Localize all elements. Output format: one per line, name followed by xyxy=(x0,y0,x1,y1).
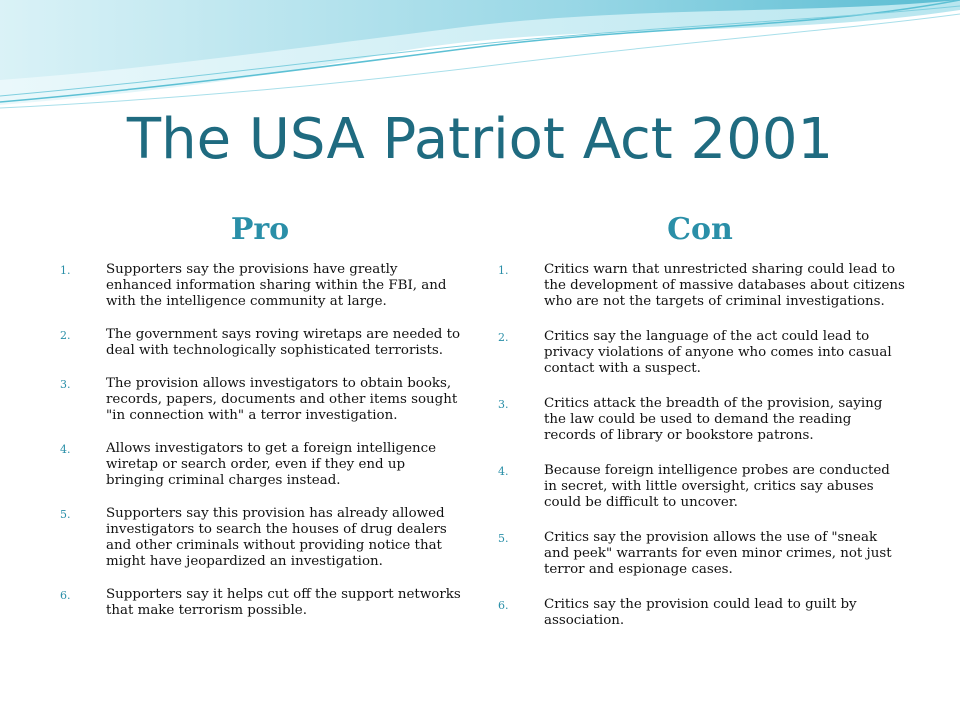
item-text: Critics say the provision allows the use of "sneak and peek" warrants for even minor crimes, not just terror and espionage cases. xyxy=(544,530,892,577)
list-item xyxy=(60,441,466,489)
list-item xyxy=(498,262,906,310)
con-list xyxy=(498,262,906,648)
con-heading: Con xyxy=(667,212,733,247)
item-text: Critics attack the breadth of the provision, saying the law could be used to demand the reading records of library or bookstore patrons. xyxy=(544,396,883,443)
item-number: 5. xyxy=(498,532,509,545)
list-item xyxy=(498,597,906,629)
item-text: Critics say the provision could lead to guilt by association. xyxy=(544,597,857,628)
item-text: Supporters say it helps cut off the support networks that make terrorism possible. xyxy=(106,587,461,618)
item-number: 6. xyxy=(498,599,509,612)
item-text: The provision allows investigators to obtain books, records, papers, documents and other items sought "in connection with" a terror investigation. xyxy=(106,376,458,423)
pro-heading: Pro xyxy=(230,212,290,247)
list-item xyxy=(60,506,466,570)
item-number: 3. xyxy=(498,398,509,411)
item-text: Allows investigators to get a foreign intelligence wiretap or search order, even if they end up bringing criminal charges instead. xyxy=(106,441,437,488)
item-text: Supporters say this provision has already allowed investigators to search the houses of drug dealers and other criminals without providing notice that might have jeopardized an investigation. xyxy=(106,506,447,569)
item-number: 1. xyxy=(498,264,509,277)
slide-title: The USA Patriot Act 2001 xyxy=(126,107,834,172)
item-text: Critics warn that unrestricted sharing could lead to the development of massive databases about citizens who are not the targets of criminal investigations. xyxy=(544,262,905,309)
list-item xyxy=(498,329,906,377)
item-text: Critics say the language of the act could lead to privacy violations of anyone who comes into casual contact with a suspect. xyxy=(544,329,892,376)
list-item xyxy=(60,262,466,310)
list-item xyxy=(498,463,906,511)
list-item xyxy=(498,396,906,444)
list-item xyxy=(60,327,466,359)
item-number: 3. xyxy=(60,378,71,391)
item-number: 5. xyxy=(60,508,71,521)
item-number: 1. xyxy=(60,264,71,277)
item-number: 4. xyxy=(60,443,71,456)
item-number: 4. xyxy=(498,465,509,478)
item-number: 6. xyxy=(60,589,71,602)
item-text: Supporters say the provisions have greatly enhanced information sharing within the FBI, and with the intelligence community at large. xyxy=(106,262,447,309)
item-text: The government says roving wiretaps are needed to deal with technologically sophisticated terrorists. xyxy=(106,327,461,358)
item-number: 2. xyxy=(498,331,509,344)
list-item xyxy=(498,530,906,578)
list-item xyxy=(60,587,466,619)
list-item xyxy=(60,376,466,424)
item-text: Because foreign intelligence probes are conducted in secret, with little oversight, critics say abuses could be difficult to uncover. xyxy=(544,463,890,510)
pro-list xyxy=(60,262,466,636)
item-number: 2. xyxy=(60,329,71,342)
